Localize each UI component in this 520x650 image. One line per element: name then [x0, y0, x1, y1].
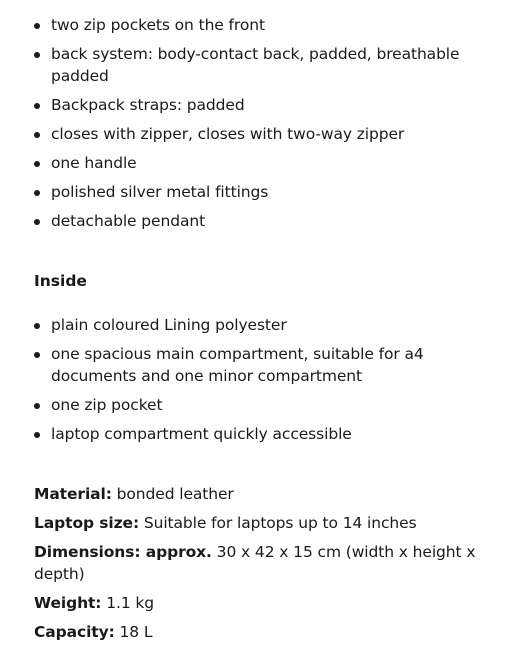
spec-value: Suitable for laptops up to 14 inches [139, 514, 417, 532]
bullet-icon [34, 219, 40, 225]
list-item [34, 43, 480, 87]
feature-text: polished silver metal fittings [51, 183, 269, 201]
list-item [34, 14, 480, 36]
bullet-icon [34, 190, 40, 196]
list-item [34, 123, 480, 145]
feature-text: back system: body-contact back, padded, breathable padded [51, 45, 460, 85]
bullet-icon [34, 161, 40, 167]
features-list [34, 14, 480, 232]
spec-label: Dimensions: approx. [34, 543, 212, 561]
spec-weight [34, 592, 480, 614]
list-item [34, 94, 480, 116]
inside-heading: Inside [34, 272, 87, 290]
bullet-icon [34, 403, 40, 409]
spec-value: 30 x 42 x 15 cm (width x height x depth) [34, 543, 476, 583]
spec-capacity [34, 621, 480, 643]
spec-value: 18 L [114, 623, 153, 641]
bullet-icon [34, 52, 40, 58]
list-item [34, 152, 480, 174]
bullet-icon [34, 323, 40, 329]
spec-value: bonded leather [111, 485, 234, 503]
spec-label: Material: [34, 485, 112, 503]
inside-text: plain coloured Lining polyester [51, 316, 287, 334]
list-item [34, 181, 480, 203]
inside-text: one spacious main compartment, suitable for a4 documents and one minor compartment [51, 345, 424, 385]
bullet-icon [34, 352, 40, 358]
feature-text: one handle [51, 154, 137, 172]
spec-value: 1.1 kg [101, 594, 155, 612]
list-item [34, 423, 480, 445]
bullet-icon [34, 103, 40, 109]
spec-label: Capacity: [34, 623, 115, 641]
list-item [34, 394, 480, 416]
spec-laptop-size [34, 512, 480, 534]
specs-list [34, 483, 480, 643]
feature-text: two zip pockets on the front [51, 16, 265, 34]
inside-text: one zip pocket [51, 396, 163, 414]
feature-text: detachable pendant [51, 212, 206, 230]
bullet-icon [34, 432, 40, 438]
feature-text: Backpack straps: padded [51, 96, 245, 114]
list-item [34, 314, 480, 336]
spec-label: Laptop size: [34, 514, 140, 532]
inside-text: laptop compartment quickly accessible [51, 425, 352, 443]
spec-dimensions [34, 541, 480, 585]
bullet-icon [34, 132, 40, 138]
spec-label: Weight: [34, 594, 102, 612]
feature-text: closes with zipper, closes with two-way zipper [51, 125, 405, 143]
inside-list [34, 314, 480, 445]
bullet-icon [34, 23, 40, 29]
list-item [34, 343, 480, 387]
list-item [34, 210, 480, 232]
spec-material [34, 483, 480, 505]
